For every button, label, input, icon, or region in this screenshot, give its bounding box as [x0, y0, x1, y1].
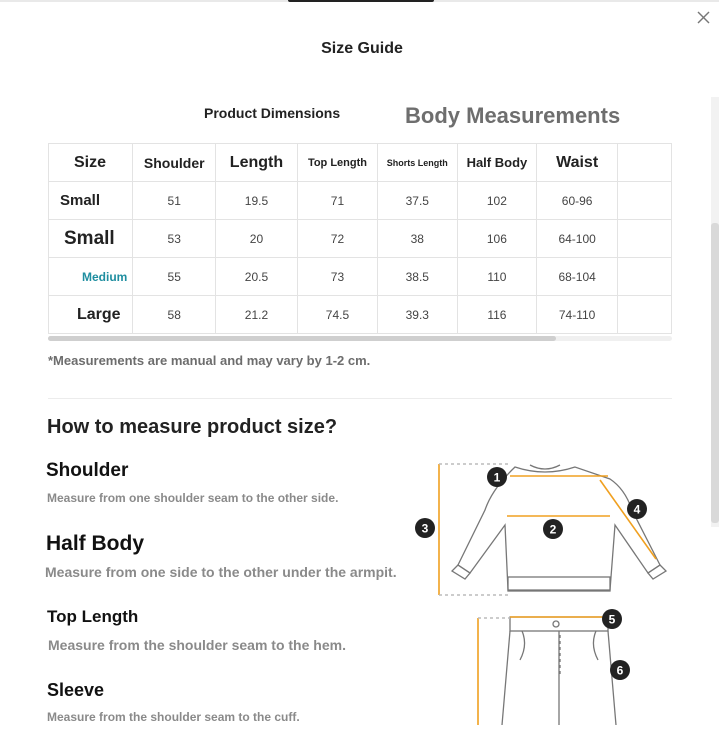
section-divider [48, 398, 672, 399]
overflow-cell [617, 258, 671, 296]
table-cell: 64-100 [537, 220, 618, 258]
table-cell: 20.5 [216, 258, 298, 296]
table-cell: 116 [457, 296, 537, 334]
svg-text:4: 4 [633, 502, 641, 517]
marker-6 [610, 660, 630, 680]
size-table-viewport[interactable] [0, 140, 672, 340]
measurement-illustration [410, 455, 670, 725]
vertical-scroll-thumb[interactable] [711, 223, 719, 523]
table-row [49, 296, 672, 334]
table-cell: 110 [457, 258, 537, 296]
table-cell: 60-96 [537, 182, 618, 220]
measure-title-top-length: Top Length [47, 607, 139, 626]
overflow-cell [617, 296, 671, 334]
modal-title: Size Guide [321, 40, 403, 57]
marker-3 [415, 518, 435, 538]
size-table [48, 143, 672, 334]
table-cell: 72 [297, 220, 377, 258]
close-icon [694, 8, 714, 28]
table-cell: 53 [133, 220, 216, 258]
table-header-row [49, 144, 672, 182]
horizontal-scroll-thumb[interactable] [48, 336, 556, 341]
measure-desc-shoulder: Measure from one shoulder seam to the other side. [47, 491, 339, 505]
table-cell: 106 [457, 220, 537, 258]
overflow-cell [617, 220, 671, 258]
measurement-note: *Measurements are manual and may vary by 1-2 cm. [48, 353, 371, 368]
marker-2 [543, 519, 563, 539]
size-cell: Small [49, 220, 133, 258]
table-row [49, 220, 672, 258]
close-button[interactable] [694, 8, 714, 28]
svg-text:5: 5 [608, 612, 616, 627]
svg-text:6: 6 [616, 663, 624, 678]
marker-4 [627, 499, 647, 519]
size-cell: Small [49, 182, 133, 220]
header-half-body: Half Body [457, 144, 537, 182]
svg-text:3: 3 [421, 521, 429, 536]
header-shoulder: Shoulder [133, 144, 216, 182]
table-row [49, 258, 672, 296]
table-cell: 20 [216, 220, 298, 258]
size-cell: Medium [49, 258, 133, 296]
horizontal-scrollbar[interactable] [48, 336, 672, 341]
svg-text:1: 1 [493, 470, 501, 485]
table-cell: 71 [297, 182, 377, 220]
pants-drawing [502, 617, 616, 725]
header-size: Size [49, 144, 133, 182]
table-cell: 73 [297, 258, 377, 296]
table-cell: 19.5 [216, 182, 298, 220]
measure-title-sleeve: Sleeve [47, 680, 105, 700]
size-cell: Large [49, 296, 133, 334]
table-cell: 21.2 [216, 296, 298, 334]
table-cell: 68-104 [537, 258, 618, 296]
table-cell: 38.5 [378, 258, 457, 296]
table-cell: 58 [133, 296, 216, 334]
measure-title-shoulder: Shoulder [46, 460, 129, 481]
background-peek [288, 0, 434, 2]
table-row [49, 182, 672, 220]
marker-5 [602, 609, 622, 629]
tab-body-measurements[interactable]: Body Measurements [405, 103, 621, 128]
header-top-length: Top Length [297, 144, 377, 182]
measure-desc-top-length: Measure from the shoulder seam to the hem. [48, 637, 346, 653]
table-cell: 102 [457, 182, 537, 220]
header-shorts-length: Shorts Length [378, 144, 457, 182]
header-overflow-cell [617, 144, 671, 182]
table-cell: 39.3 [378, 296, 457, 334]
header-length: Length [216, 144, 298, 182]
table-cell: 51 [133, 182, 216, 220]
table-cell: 38 [378, 220, 457, 258]
table-cell: 74.5 [297, 296, 377, 334]
measure-desc-sleeve: Measure from the shoulder seam to the cuff. [47, 710, 300, 724]
overflow-cell [617, 182, 671, 220]
table-cell: 74-110 [537, 296, 618, 334]
measure-title-half-body: Half Body [46, 532, 145, 555]
svg-text:2: 2 [549, 522, 557, 537]
measure-desc-half-body: Measure from one side to the other under the armpit. [45, 564, 397, 580]
vertical-scrollbar[interactable] [711, 97, 719, 527]
marker-1 [487, 467, 507, 487]
table-cell: 55 [133, 258, 216, 296]
header-waist: Waist [537, 144, 618, 182]
how-to-title: How to measure product size? [47, 416, 338, 438]
tab-product-dimensions[interactable]: Product Dimensions [204, 105, 341, 121]
table-cell: 37.5 [378, 182, 457, 220]
